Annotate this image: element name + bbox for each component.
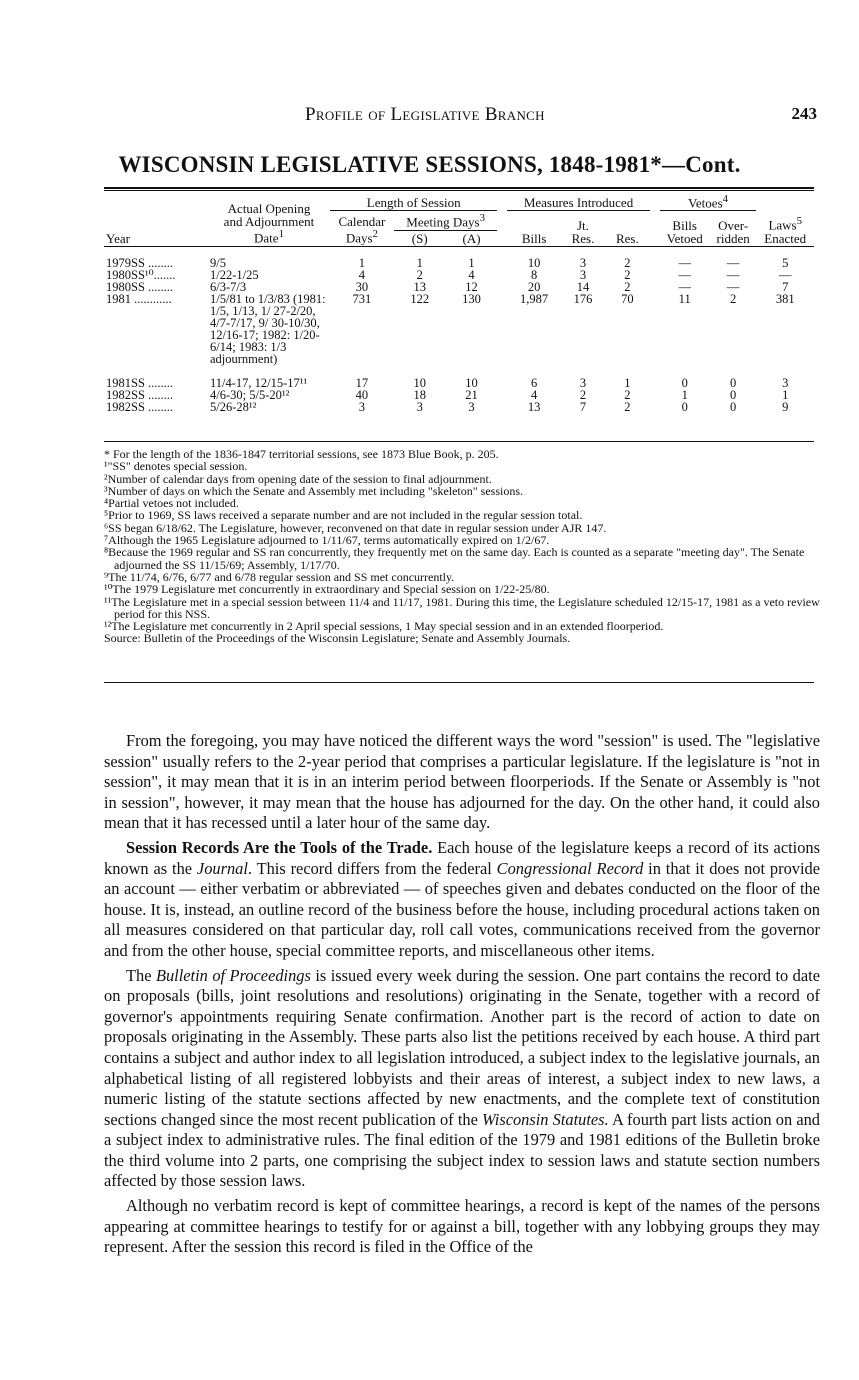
cell-date: 6/3-7/3 [210,279,247,294]
cell-laws: 1 [782,387,789,402]
cell-overridden: 0 [730,375,737,390]
cell-calendar-days: 731 [352,291,372,306]
cell-date: 1/5/81 to 1/3/83 (1981: 1/5, 1/13, 1/ 27-2/20, 4/7-7/17, 9/ 30-10/30, 12/16-17; 1982: 1/20-6/14; 1983: 1/3 adjournment) [210,291,326,366]
cell-year: 1979SS ........ [106,255,174,270]
cell-res: 70 [621,291,634,306]
cell-bills: 20 [527,279,541,294]
cell-overridden: 0 [730,387,737,402]
cell-bills: 4 [530,387,538,402]
cell-date: 1/22-1/25 [210,267,259,282]
cell-bills-vetoed: 1 [681,387,688,402]
cell-laws: 9 [782,399,789,414]
cell-jt-res: 3 [579,267,587,282]
cell-bills-vetoed: — [678,267,691,282]
footnote: ⁷Although the 1965 Legislature adjourned to 1/11/67, terms automatically expired on 1/2/67. [104,533,550,548]
cell-overridden: — [726,267,740,282]
cell-bills-vetoed: — [678,255,691,270]
footnote: ¹¹The Legislature met in a special session between 11/4 and 11/17, 1981. During this time, the Legislature scheduled 12/15-17, 1981 as a veto review period for this NSS. [104,594,820,621]
cell-laws: 381 [775,291,795,306]
cell-year: 1981SS ........ [106,375,174,390]
cell-res: 2 [624,387,631,402]
col-bills: Bills [521,230,547,246]
cell-res: 2 [624,399,631,414]
footnote: ¹"SS" denotes special session. [104,459,248,474]
running-head [0,100,859,130]
cell-bills: 13 [527,399,541,414]
cell-res: 2 [624,267,631,282]
table-row [104,257,814,269]
cell-laws: — [778,267,792,282]
footnotes-bottom-rule [104,682,814,683]
footnote: Source: Bulletin of the Proceedings of the Wisconsin Legislature; Senate and Assembly Journals. [104,631,571,646]
cell-bills: 8 [530,267,538,282]
footnote: ⁴Partial vetoes not included. [104,496,239,511]
cell-date: 4/6-30; 5/5-20¹² [210,387,290,402]
footnote: ⁸Because the 1969 regular and SS ran concurrently, they frequently met on the same day. Each is counted as a separate "meeting day". The Senate adjourned the SS 11/15/69; Assembly, 1/17/70. [104,545,805,572]
cell-bills-vetoed: 11 [678,291,691,306]
paragraph-session-records: Session Records Are the Tools of the Trade. Each house of the legislature keeps a record of its actions known as the Journal. This record differs from the federal Congressional Record in that it does not provide an account — either verbatim or abbreviated — of speeches given and debates conducted on the floor of the house. It is, instead, an outline record of the business before the house, including procedural actions taken on all measures considered on that particular day, roll call votes, communications received from the governor and from the other house, special committee reports, and miscellaneous other items. [104,837,820,960]
table-title: WISCONSIN LEGISLATIVE SESSIONS, 1848-1981*—Cont. [118,152,741,177]
cell-meeting-s: 1 [416,255,423,270]
cell-overridden: 0 [730,399,737,414]
cell-calendar-days: 17 [355,375,369,390]
col-jt-res: Jt. Res. [571,217,595,246]
table-top-rule-inner [104,190,814,191]
table-row [104,293,814,365]
table-row [104,281,814,293]
cell-laws: 5 [782,255,789,270]
cell-jt-res: 3 [579,255,587,270]
cell-meeting-a: 12 [465,279,478,294]
table-row [104,401,814,413]
table-row [104,389,814,401]
col-group-vetoes: Vetoes$^4$ [660,192,757,211]
col-res: Res. [615,230,639,246]
cell-date: 9/5 [210,255,226,270]
cell-bills: 6 [530,375,538,390]
cell-overridden: 2 [730,291,737,306]
cell-year: 1982SS ........ [106,399,174,414]
footnote: ²Number of calendar days from opening date of the session to final adjournment. [104,471,492,486]
cell-bills: 1,987 [520,291,549,306]
footnote: ³Number of days on which the Senate and Assembly met including "skeleton" sessions. [104,483,523,498]
paragraph-session-usage: From the foregoing, you may have noticed the different ways the word "session" is used. The "legislative session" usually refers to the 2-year period that comprises a particular legislature. If the legislature is "not in session", it may mean that it is in an interim period between floorperiods. If the Senate or Assembly is "not in session", however, it may mean that the house has adjourned for the day. On the other hand, it could also mean that it has recessed until a later hour of the same day. [104,731,820,833]
cell-bills-vetoed: — [678,279,691,294]
footnote: ¹⁰The 1979 Legislature met concurrently in extraordinary and Special session on 1/22-25/80. [104,582,550,597]
cell-res: 1 [624,375,631,390]
cell-bills-vetoed: 0 [681,375,688,390]
cell-calendar-days: 40 [355,387,369,402]
cell-calendar-days: 1 [358,255,366,270]
cell-meeting-a: 3 [468,399,475,414]
cell-res: 2 [624,255,631,270]
footnote: * For the length of the 1836-1847 territorial sessions, see 1873 Blue Book, p. 205. [104,447,499,461]
cell-year: 1982SS ........ [106,387,174,402]
cell-calendar-days: 3 [358,399,366,414]
cell-date: 5/26-28¹² [210,399,257,414]
col-laws: Laws$^5$ Enacted [764,215,807,246]
cell-meeting-s: 10 [413,375,426,390]
cell-meeting-a: 130 [462,291,481,306]
cell-meeting-a: 21 [465,387,478,402]
cell-bills: 10 [527,255,541,270]
cell-date: 11/4-17, 12/15-17¹¹ [210,375,308,390]
page-number: 243 [791,104,817,123]
cell-jt-res: 14 [576,279,590,294]
body-text [104,731,820,1262]
sessions-table [104,192,814,413]
cell-calendar-days: 4 [358,267,366,282]
cell-year: 1980SS ........ [106,279,174,294]
cell-meeting-a: 4 [468,267,475,282]
cell-meeting-s: 122 [410,291,430,306]
col-calendar: Calendar Days$^2$ [338,214,386,246]
cell-year: 1981 ............ [106,291,172,306]
col-meeting-s: (S) [411,230,428,246]
cell-meeting-a: 1 [468,255,475,270]
cell-overridden: — [726,279,740,294]
cell-meeting-a: 10 [465,375,478,390]
cell-jt-res: 7 [579,399,587,414]
table-row [104,269,814,281]
cell-overridden: — [726,255,740,270]
cell-year: 1980SS¹⁰....... [106,267,176,282]
table-row [104,377,814,389]
running-title: Profile of Legislative Branch [305,104,545,125]
table-top-rule [104,187,814,189]
footnote: ⁶SS began 6/18/62. The Legislature, however, reconvened on that date in regular session under AJR 147. [104,520,607,535]
table-bottom-rule [104,441,814,442]
cell-meeting-s: 18 [413,387,426,402]
col-year: Year [106,230,130,246]
cell-bills-vetoed: 0 [681,399,688,414]
footnote: ¹²The Legislature met concurrently in 2 April special sessions, 1 May special session and in an extended floorperiod. [104,619,664,634]
cell-meeting-s: 3 [416,399,423,414]
cell-laws: 3 [782,375,789,390]
paragraph-bulletin: The Bulletin of Proceedings is issued every week during the session. One part contains the record to date on proposals (bills, joint resolutions and resolutions) originating in the Senate, together with a record of governor's appointments requiring Senate confirmation. Another part is the record of action to date on proposals originating in the Assembly. These parts also list the petitions received by each house. A third part contains a subject and author index to all legislation introduced, a subject index to the legislative journals, an alphabetical listing of all registered lobbyists and their areas of interest, a subject index to new laws, a numeric listing of the statute sections affected by new enactments, and the complete text of constitution sections changed since the most recent publication of the Wisconsin Statutes. A fourth part lists action on and a subject index to administrative rules. The final edition of the 1979 and 1981 editions of the Bulletin broke the third volume into 2 parts, one comprising the subject index to session laws and statute section numbers affected by those session laws. [104,965,820,1191]
cell-meeting-s: 2 [416,267,423,282]
col-group-meeting: Meeting Days$^3$ [394,211,498,230]
cell-laws: 7 [782,279,789,294]
cell-meeting-s: 13 [413,279,426,294]
col-overridden: Over- ridden [716,217,750,246]
cell-jt-res: 3 [579,375,587,390]
footnote: ⁵Prior to 1969, SS laws received a separate number and are not included in the regular session total. [104,508,583,523]
cell-jt-res: 176 [573,291,593,306]
col-date: Actual Opening and Adjournment Date$^1$ [223,201,315,246]
cell-calendar-days: 30 [355,279,369,294]
col-bills-vetoed: Bills Vetoed [666,217,703,246]
footnotes [104,448,824,645]
col-group-measures: Measures Introduced [507,192,649,211]
cell-res: 2 [624,279,631,294]
paragraph-committee-hearings: Although no verbatim record is kept of committee hearings, a record is kept of the names of the persons appearing at committee hearings to testify for or against a bill, together with any lobbying groups they may represent. After the session this record is filed in the Office of the [104,1196,820,1257]
col-group-length: Length of Session [330,192,497,211]
col-meeting-a: (A) [462,230,481,246]
paragraph-lead: Session Records Are the Tools of the Trade. [126,837,433,857]
footnote: ⁹The 11/74, 6/76, 6/77 and 6/78 regular session and SS met concurrently. [104,569,455,584]
cell-jt-res: 2 [579,387,587,402]
